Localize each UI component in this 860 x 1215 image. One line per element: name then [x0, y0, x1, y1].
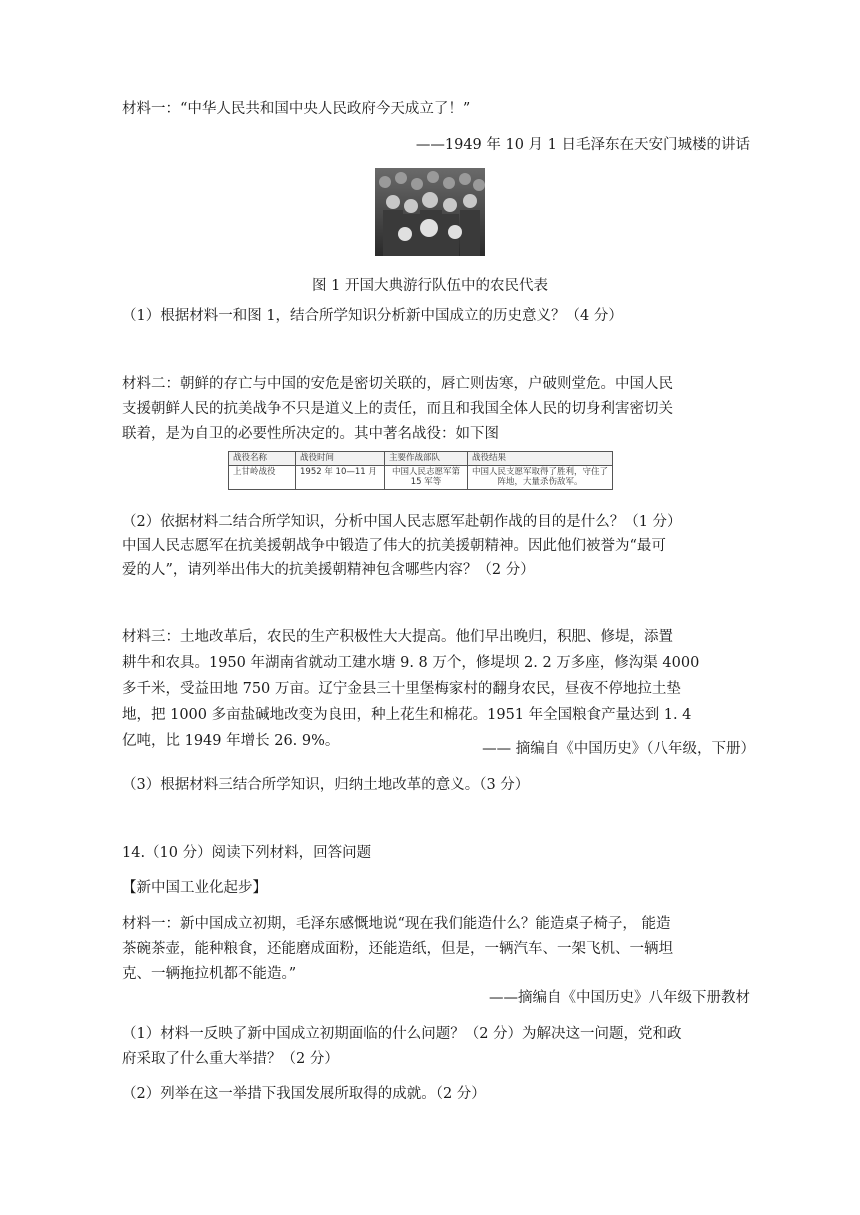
- material-3-line-2: 耕牛和农具。1950 年湖南省就动工建水塘 9. 8 万个，修堤坝 2. 2 万多座，修沟渠 4000: [122, 655, 700, 671]
- material-3-source: —— 摘编自《中国历史》（八年级，下册）: [482, 741, 755, 757]
- material-1-source: ——1949 年 10 月 1 日毛泽东在天安门城楼的讲话: [415, 137, 750, 153]
- table-cell: 上甘岭战役: [229, 465, 296, 489]
- question-14-2: （2）列举在这一举措下我国发展所取得的成就。（2 分）: [122, 1086, 486, 1102]
- question-13-2-line-2: 中国人民志愿军在抗美援朝战争中锻造了伟大的抗美援朝精神。因此他们被誉为“最可: [122, 538, 666, 554]
- material-2-line-2: 支援朝鲜人民的抗美战争不只是道义上的责任，而且和我国全体人民的切身利害密切关: [122, 401, 673, 417]
- table-header: 战役时间: [296, 452, 385, 466]
- battle-table: [228, 451, 613, 490]
- material-3-line-5: 亿吨，比 1949 年增长 26. 9%。: [122, 733, 340, 749]
- q14-material-1-line-1: 材料一：新中国成立初期，毛泽东感慨地说“现在我们能造什么？能造桌子椅子， 能造: [122, 916, 671, 932]
- question-13-3: （3）根据材料三结合所学知识，归纳土地改革的意义。（3 分）: [122, 777, 530, 793]
- material-2-line-3: 联着，是为自卫的必要性所决定的。其中著名战役：如下图: [122, 426, 499, 442]
- question-14-1-line-1: （1）材料一反映了新中国成立初期面临的什么问题？（2 分）为解决这一问题，党和政: [122, 1026, 682, 1042]
- material-3-line-4: 地，把 1000 多亩盐碱地改变为良田，种上花生和棉花。1951 年全国粮食产量达到 1. 4: [122, 707, 692, 723]
- question-14-1-line-2: 府采取了什么重大举措？（2 分）: [122, 1051, 339, 1067]
- question-13-2-line-3: 爱的人”，请列举出伟大的抗美援朝精神包含哪些内容？（2 分）: [122, 562, 535, 578]
- q14-material-1-line-2: 茶碗茶壶，能种粮食，还能磨成面粉，还能造纸，但是，一辆汽车、一架飞机、一辆坦: [122, 941, 673, 957]
- parade-photo: [375, 168, 485, 256]
- q14-material-1-line-3: 克、一辆拖拉机都不能造。”: [122, 966, 297, 982]
- figure-1-caption: 图 1 开国大典游行队伍中的农民代表: [312, 278, 548, 294]
- material-3-line-1: 材料三：土地改革后，农民的生产积极性大大提高。他们早出晚归，积肥、修堤，添置: [122, 629, 673, 645]
- material-3-line-3: 多千米，受益田地 750 万亩。辽宁金县三十里堡梅家村的翻身农民，昼夜不停地拉土垫: [122, 681, 681, 697]
- question-14-heading: 14.（10 分）阅读下列材料，回答问题: [122, 845, 372, 861]
- table-cell: 中国人民支愿军取得了胜利，守住了阵地，大量杀伤敌军。: [468, 465, 613, 489]
- table-header: 战役结果: [468, 452, 613, 466]
- table-header: 主要作战部队: [385, 452, 468, 466]
- section-title: 【新中国工业化起步】: [122, 880, 267, 896]
- table-header: 战役名称: [229, 452, 296, 466]
- question-13-1: （1）根据材料一和图 1，结合所学知识分析新中国成立的历史意义？（4 分）: [122, 308, 623, 324]
- material-1-quote: 材料一：“中华人民共和国中央人民政府今天成立了！”: [122, 101, 471, 117]
- table-cell: 1952 年 10—11 月: [296, 465, 385, 489]
- table-row: [229, 465, 613, 489]
- table-header-row: [229, 452, 613, 466]
- question-13-2-line-1: （2）依据材料二结合所学知识，分析中国人民志愿军赴朝作战的目的是什么？（1 分）: [122, 514, 682, 530]
- material-2-line-1: 材料二：朝鲜的存亡与中国的安危是密切关联的，唇亡则齿寒，户破则堂危。中国人民: [122, 376, 673, 392]
- q14-material-1-source: ——摘编自《中国历史》八年级下册教材: [489, 990, 750, 1006]
- table-cell: 中国人民志愿军第 15 军等: [385, 465, 468, 489]
